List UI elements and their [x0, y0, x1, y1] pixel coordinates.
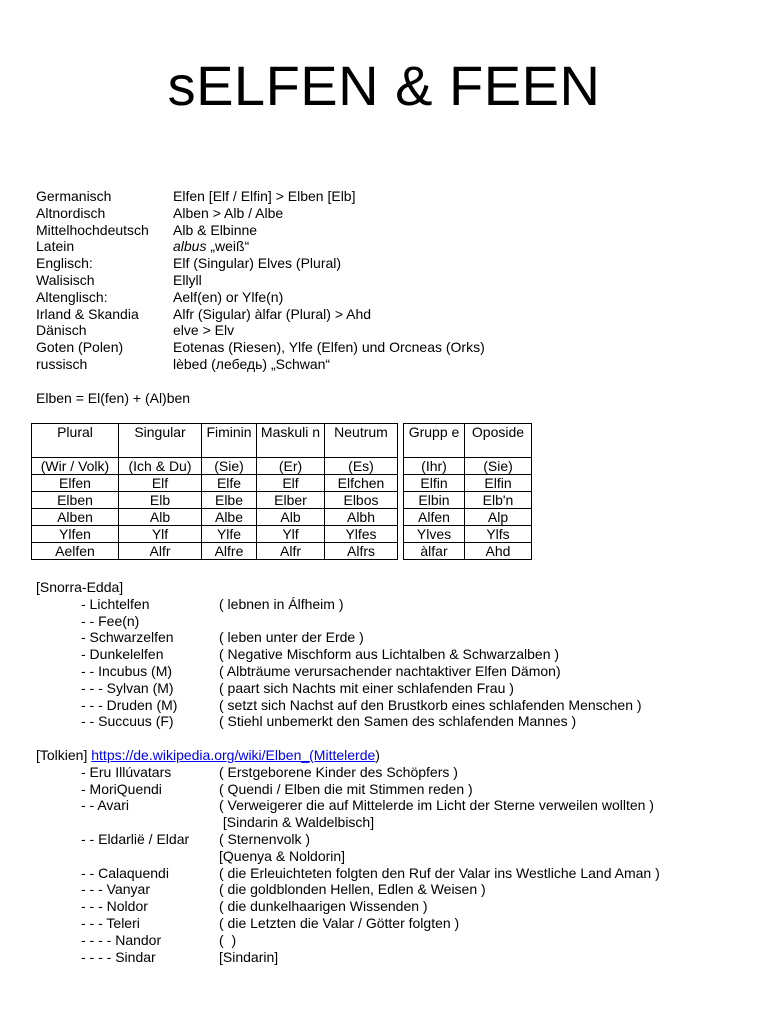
language-row — [36, 289, 485, 306]
language-name: Mittelhochdeutsch — [36, 221, 149, 238]
table-header-cell: Oposide — [465, 424, 532, 458]
language-row — [36, 356, 485, 373]
list-item — [36, 915, 660, 932]
entry-description: ( Erstgeborene Kinder des Schöpfers ) — [219, 763, 458, 780]
entry-term: - - - Noldor — [81, 898, 148, 915]
table-header-cell: Maskuli n — [257, 424, 325, 458]
table-cell: Elfchen — [325, 475, 398, 492]
table-cell: àlfar — [404, 543, 465, 560]
table-cell: Ahd — [465, 543, 532, 560]
wikipedia-link[interactable]: https://de.wikipedia.org/wiki/Elben_(Mittelerde — [91, 747, 376, 763]
section-heading-suffix: ) — [375, 747, 380, 763]
table-cell: Elfin — [465, 475, 532, 492]
section-heading — [36, 747, 660, 764]
list-item — [36, 797, 660, 814]
entry-description: [Sindarin] — [219, 948, 279, 965]
language-value: elve > Elv — [173, 322, 235, 339]
table-cell: (Es) — [325, 458, 398, 475]
snorra-edda-section — [36, 579, 642, 730]
language-row — [36, 322, 485, 339]
entry-description: ( lebnen in Álfheim ) — [219, 595, 344, 612]
language-row — [36, 272, 485, 289]
entry-description: ( ) — [219, 931, 237, 948]
table-cell: Ylfs — [465, 526, 532, 543]
list-item — [36, 629, 642, 646]
list-item — [36, 949, 660, 966]
entry-description: ( Albträume verursachender nachtaktiver Elfen Dämon) — [219, 662, 561, 679]
list-item — [36, 680, 642, 697]
entry-description: ( setzt sich Nachst auf den Brustkorb eines schlafenden Menschen ) — [219, 696, 642, 713]
table-row — [32, 509, 398, 526]
table-cell: Elb'n — [465, 492, 532, 509]
table-row — [32, 475, 398, 492]
entry-description: [Sindarin & Waldelbisch] — [219, 814, 375, 831]
entry-term: - - Eldarliё / Eldar — [81, 830, 190, 847]
language-name: russisch — [36, 355, 88, 372]
list-item — [36, 764, 660, 781]
table-cell: Alb — [119, 509, 202, 526]
entry-description: ( Quendi / Elben die mit Stimmen reden ) — [219, 780, 473, 797]
entry-term: - - - - Nandor — [81, 931, 162, 948]
entry-term — [36, 848, 219, 865]
language-name: Goten (Polen) — [36, 339, 124, 356]
table-cell: Alfen — [404, 509, 465, 526]
entry-term: - Lichtelfen — [81, 595, 150, 612]
table-cell: (Wir / Volk) — [32, 458, 119, 475]
table-cell: (Ich & Du) — [119, 458, 202, 475]
latin-gloss: „weiß“ — [206, 238, 250, 255]
entry-description: ( die Letzten die Valar / Götter folgten ) — [219, 914, 460, 931]
table-row — [32, 526, 398, 543]
table-row — [32, 543, 398, 560]
table-cell: Alfr — [257, 543, 325, 560]
language-value: Alb & Elbinne — [173, 221, 258, 238]
list-item — [36, 814, 660, 831]
language-row — [36, 188, 485, 205]
language-value: Ellyll — [173, 271, 202, 288]
language-row — [36, 339, 485, 356]
language-value: Elf (Singular) Elves (Plural) — [173, 255, 342, 272]
table-cell: Elber — [257, 492, 325, 509]
entry-term: - - Succuus (F) — [81, 713, 174, 730]
table-cell: Elbe — [202, 492, 257, 509]
language-name: Germanisch — [36, 188, 112, 204]
language-row — [36, 205, 485, 222]
language-row — [36, 222, 485, 239]
language-name: Altnordisch — [36, 204, 106, 221]
list-item — [36, 932, 660, 949]
list-item — [36, 881, 660, 898]
table-cell: Ylfen — [32, 526, 119, 543]
table-row — [404, 509, 532, 526]
table-cell: Elben — [32, 492, 119, 509]
table-cell: Alp — [465, 509, 532, 526]
table-cell: (Sie) — [465, 458, 532, 475]
table-row — [404, 458, 532, 475]
table-cell: Ylf — [257, 526, 325, 543]
language-name: Irland & Skandia — [36, 305, 139, 322]
list-item — [36, 663, 642, 680]
list-item — [36, 831, 660, 848]
table-cell: (Sie) — [202, 458, 257, 475]
language-value: lèbed (лебедь) „Schwan“ — [173, 355, 331, 372]
table-cell: Alfr — [119, 543, 202, 560]
table-header-cell: Plural — [32, 424, 119, 458]
entry-term: - Dunkelelfen — [81, 646, 164, 663]
entry-description: ( Verweigerer die auf Mittelerde im Licht der Sterne verweilen wollten ) — [219, 797, 654, 814]
table-header-cell: Fiminin — [202, 424, 257, 458]
entry-term: - - - Druden (M) — [81, 696, 178, 713]
table-cell: Elbos — [325, 492, 398, 509]
table-cell: Elb — [119, 492, 202, 509]
section-heading-prefix: [Tolkien] — [36, 747, 92, 763]
table-cell: Elbin — [404, 492, 465, 509]
language-name: Altenglisch: — [36, 288, 108, 305]
section-heading: [Snorra-Edda] — [36, 579, 124, 595]
entry-term: - Schwarzelfen — [81, 629, 174, 646]
table-cell: Albe — [202, 509, 257, 526]
table-cell: Alfrs — [325, 543, 398, 560]
entry-description: ( leben unter der Erde ) — [219, 629, 364, 646]
table-cell: Elf — [119, 475, 202, 492]
entry-description: ( die goldblonden Hellen, Edlen & Weisen ) — [219, 881, 486, 898]
page-title: sELFEN & FEEN — [167, 54, 601, 117]
entry-term: - - Calaquendi — [81, 864, 169, 881]
entry-term: - - - Teleri — [81, 914, 140, 931]
list-item — [36, 848, 660, 865]
table-cell: (Er) — [257, 458, 325, 475]
entry-description: ( paart sich Nachts mit einer schlafenden Frau ) — [219, 679, 514, 696]
entry-description: ( die dunkelhaarigen Wissenden ) — [219, 898, 428, 915]
table-cell: Albh — [325, 509, 398, 526]
table-row — [404, 492, 532, 509]
table-header-cell: Neutrum — [325, 424, 398, 458]
language-value: Aelf(en) or Ylfe(n) — [173, 288, 284, 305]
entry-description: ( Sternenvolk ) — [219, 830, 311, 847]
list-item — [36, 781, 660, 798]
entry-description: ( Stiehl unbemerkt den Samen des schlafenden Mannes ) — [219, 713, 577, 730]
etymology-formula: Elben = El(fen) + (Al)ben — [36, 390, 191, 406]
table-cell: Alfre — [202, 543, 257, 560]
declension-table — [31, 423, 398, 560]
latin-word: albus — [173, 238, 207, 255]
entry-term: - MoriQuendi — [81, 780, 162, 797]
entry-term: - - - Sylvan (M) — [81, 679, 174, 696]
language-value: Elfen [Elf / Elfin] > Elben [Elb] — [173, 188, 356, 204]
table-header-cell: Singular — [119, 424, 202, 458]
language-value: Alben > Alb / Albe — [173, 204, 284, 221]
language-value: Alfr (Sigular) àlfar (Plural) > Ahd — [173, 305, 372, 322]
list-item — [36, 898, 660, 915]
table-header-cell: Grupp e — [404, 424, 465, 458]
tolkien-section — [36, 747, 660, 965]
table-cell: Ylves — [404, 526, 465, 543]
table-row — [404, 543, 532, 560]
language-row — [36, 306, 485, 323]
list-item — [36, 613, 642, 630]
table-row — [32, 492, 398, 509]
group-table — [403, 423, 532, 560]
table-cell: Ylfes — [325, 526, 398, 543]
table-row — [404, 526, 532, 543]
table-cell: Elfen — [32, 475, 119, 492]
table-cell: Ylfe — [202, 526, 257, 543]
table-cell: Elfin — [404, 475, 465, 492]
language-value: Eotenas (Riesen), Ylfe (Elfen) und Orcneas (Orks) — [173, 339, 485, 356]
entry-term: - - - - Sindar — [81, 948, 156, 965]
list-item — [36, 596, 642, 613]
table-row — [404, 475, 532, 492]
language-list — [36, 188, 485, 373]
entry-term: - - Incubus (M) — [81, 662, 173, 679]
language-row — [36, 255, 485, 272]
table-cell: (Ihr) — [404, 458, 465, 475]
entry-term: - Eru Illúvatars — [81, 763, 172, 780]
list-item — [36, 865, 660, 882]
table-header-row — [404, 424, 532, 458]
language-name: Dänisch — [36, 322, 87, 339]
table-row — [32, 458, 398, 475]
table-header-row — [32, 424, 398, 458]
entry-term: - - Fee(n) — [81, 612, 140, 629]
table-cell: Aelfen — [32, 543, 119, 560]
entry-description: ( die Erleuichteten folgten den Ruf der Valar ins Westliche Land Aman ) — [219, 864, 660, 881]
table-cell: Alben — [32, 509, 119, 526]
list-item — [36, 646, 642, 663]
language-name: Englisch: — [36, 255, 93, 272]
table-cell: Alb — [257, 509, 325, 526]
language-name: Latein — [36, 238, 75, 255]
table-cell: Elfe — [202, 475, 257, 492]
entry-term: - - - Vanyar — [81, 881, 150, 898]
list-item — [36, 713, 642, 730]
table-cell: Ylf — [119, 526, 202, 543]
list-item — [36, 697, 642, 714]
language-name: Walisisch — [36, 271, 95, 288]
language-row — [36, 238, 485, 255]
table-cell: Elf — [257, 475, 325, 492]
language-value — [173, 238, 249, 255]
entry-term: - - Avari — [81, 797, 129, 814]
entry-description: ( Negative Mischform aus Lichtalben & Schwarzalben ) — [219, 646, 560, 663]
entry-term — [36, 814, 219, 831]
entry-description: [Quenya & Noldorin] — [219, 847, 346, 864]
